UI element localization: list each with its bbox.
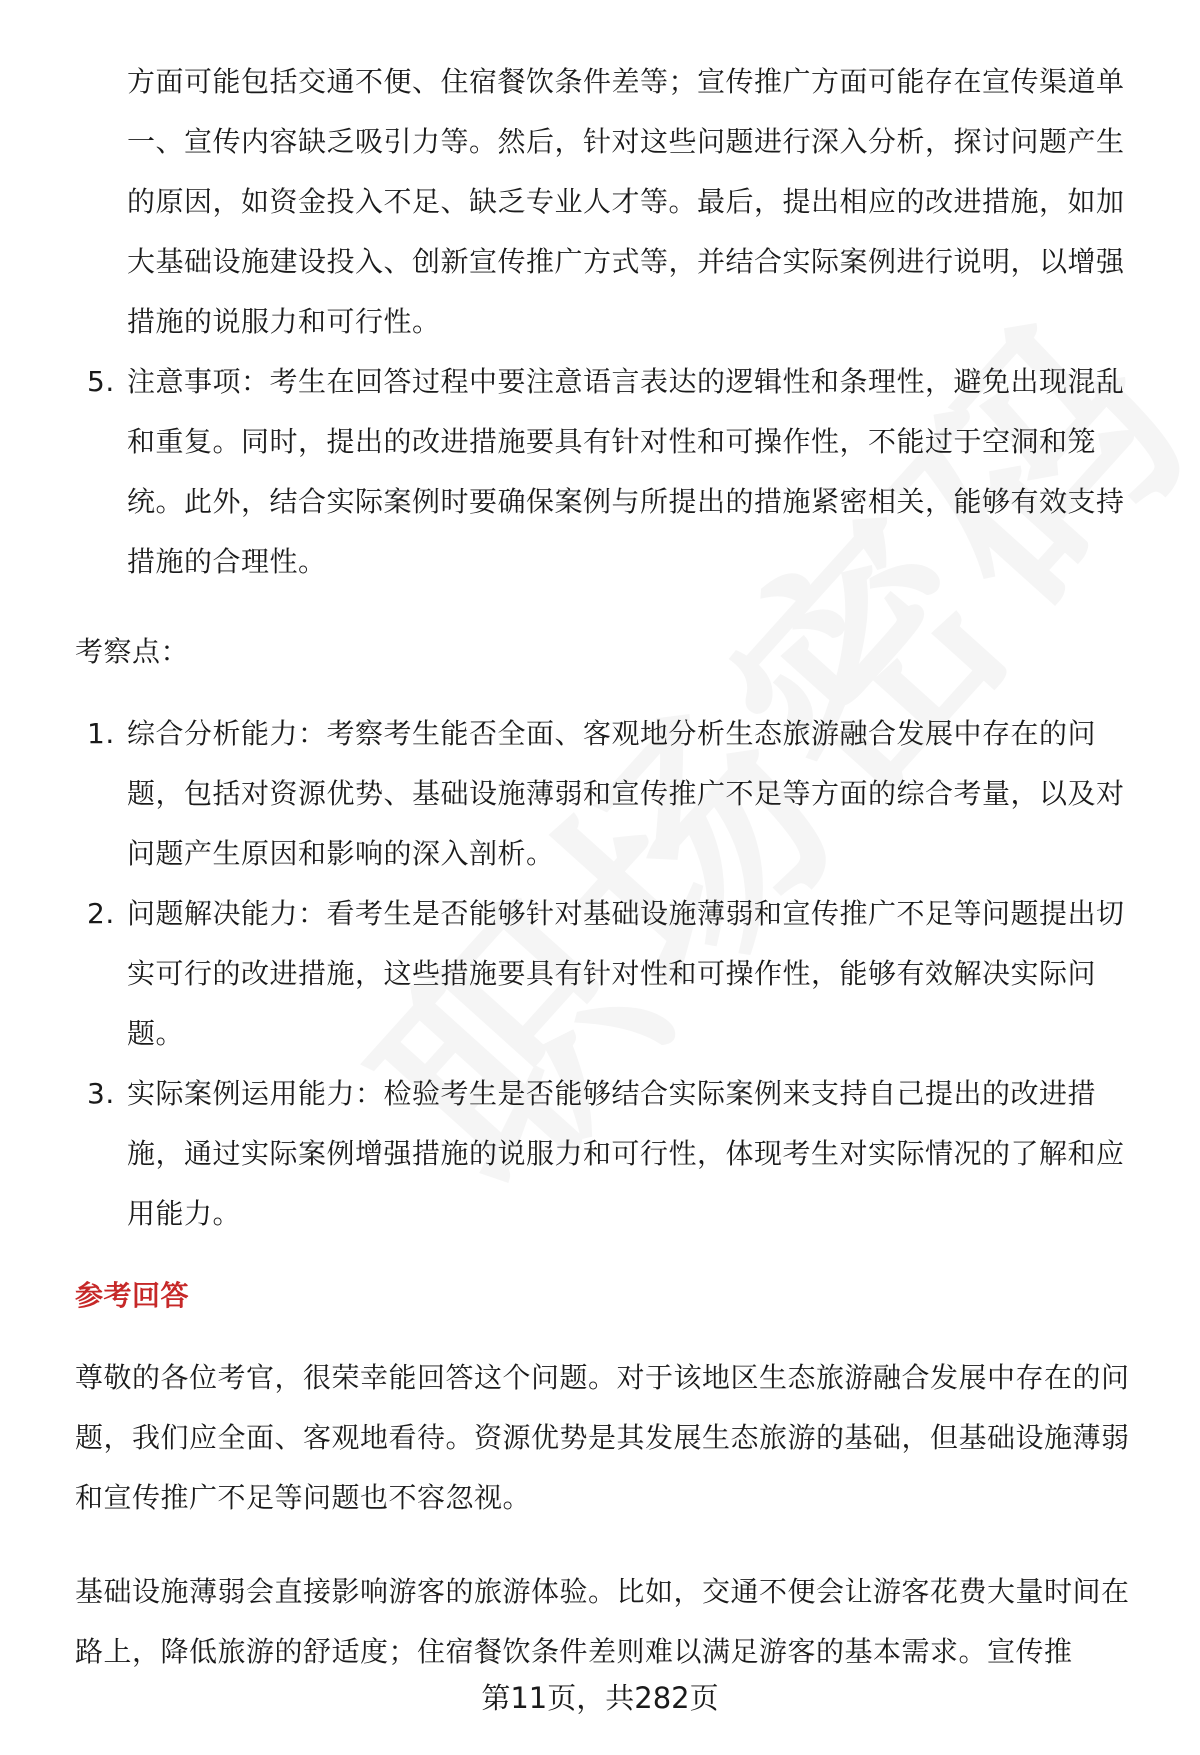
notes-list (75, 352, 1144, 592)
list-item (75, 352, 1144, 592)
list-item-text: 实际案例运用能力：检验考生是否能够结合实际案例来支持自己提出的改进措施，通过实际案例增强措施的说服力和可行性，体现考生对实际情况的了解和应用能力。 (127, 1077, 1125, 1230)
list-item (75, 1064, 1144, 1244)
list-item-number: 2. (87, 897, 115, 930)
list-item-text: 注意事项：考生在回答过程中要注意语言表达的逻辑性和条理性，避免出现混乱和重复。同时，提出的改进措施要具有针对性和可操作性，不能过于空洞和笼统。此外，结合实际案例时要确保案例与所提出的措施紧密相关，能够有效支持措施的合理性。 (127, 365, 1125, 578)
list-item (75, 704, 1144, 884)
answer-paragraph: 尊敬的各位考官，很荣幸能回答这个问题。对于该地区生态旅游融合发展中存在的问题，我们应全面、客观地看待。资源优势是其发展生态旅游的基础，但基础设施薄弱和宣传推广不足等问题也不容忽视。 (75, 1361, 1130, 1514)
list-item-number: 5. (87, 365, 115, 398)
answer-paragraph: 基础设施薄弱会直接影响游客的旅游体验。比如，交通不便会让游客花费大量时间在路上，降低旅游的舒适度；住宿餐饮条件差则难以满足游客的基本需求。宣传推 (75, 1575, 1130, 1668)
page-number-footer: 第11页，共282页 (481, 1681, 719, 1715)
list-item-text: 综合分析能力：考察考生能否全面、客观地分析生态旅游融合发展中存在的问题，包括对资源优势、基础设施薄弱和宣传推广不足等方面的综合考量，以及对问题产生原因和影响的深入剖析。 (127, 717, 1125, 870)
continued-paragraph: 方面可能包括交通不便、住宿餐饮条件差等；宣传推广方面可能存在宣传渠道单一、宣传内容缺乏吸引力等。然后，针对这些问题进行深入分析，探讨问题产生的原因，如资金投入不足、缺乏专业人才等。最后，提出相应的改进措施，如加大基础设施建设投入、创新宣传推广方式等，并结合实际案例进行说明，以增强措施的说服力和可行性。 (127, 65, 1125, 338)
examination-points-list (75, 704, 1144, 1244)
list-item-text: 问题解决能力：看考生是否能够针对基础设施薄弱和宣传推广不足等问题提出切实可行的改进措施，这些措施要具有针对性和可操作性，能够有效解决实际问题。 (127, 897, 1125, 1050)
list-item (75, 884, 1144, 1064)
examination-points-heading: 考察点： (75, 635, 190, 668)
reference-answer-heading: 参考回答 (75, 1279, 190, 1312)
list-item-number: 1. (87, 717, 115, 750)
page-content (75, 52, 1144, 1682)
list-item-number: 3. (87, 1077, 115, 1110)
